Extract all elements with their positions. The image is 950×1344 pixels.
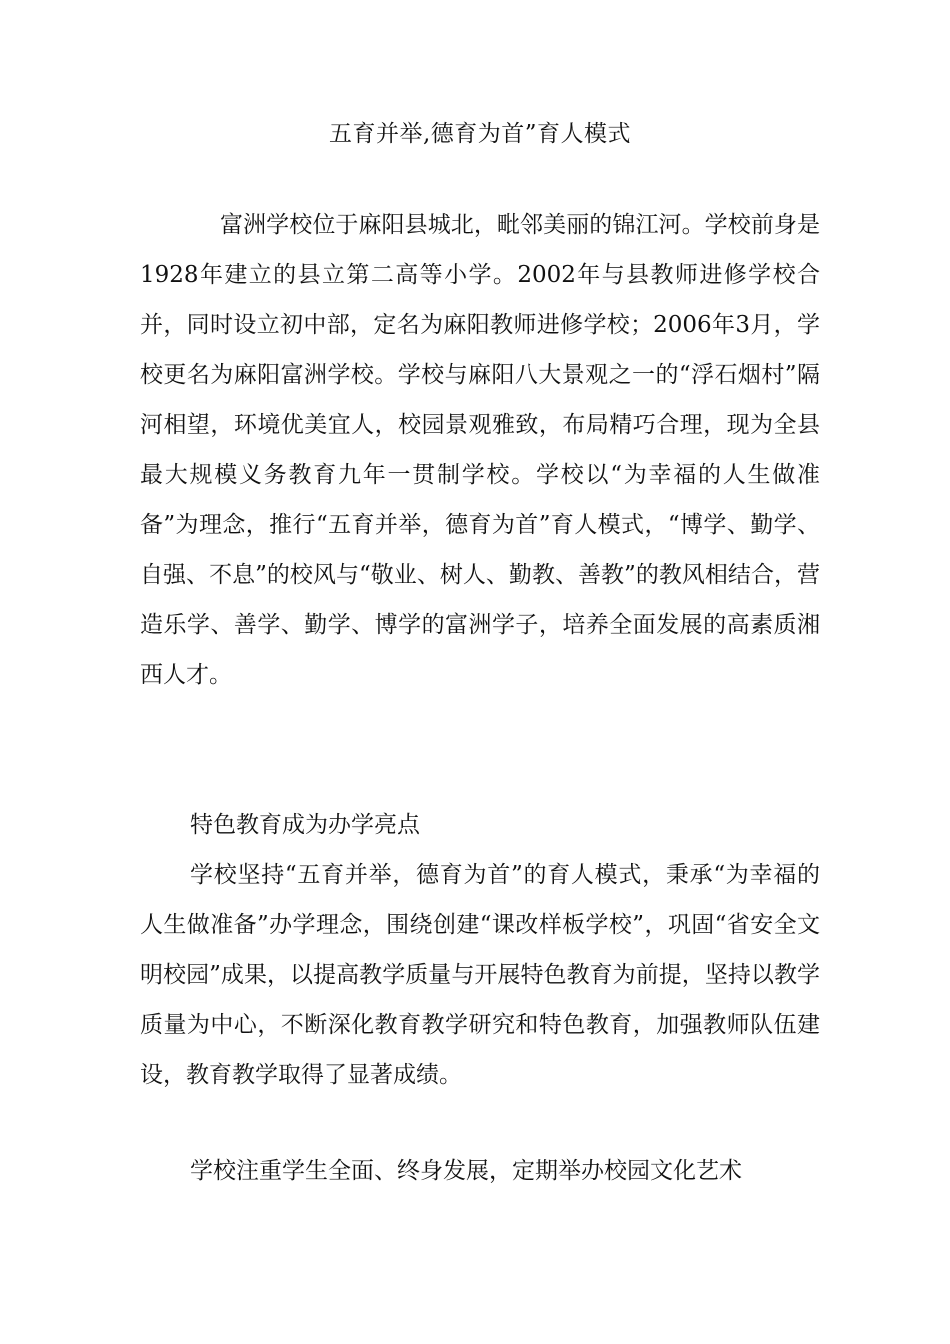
- section-heading: 特色教育成为办学亮点: [190, 812, 420, 838]
- document-title: 五育并举,德育为首”育人模式: [328, 121, 632, 147]
- paragraph-education-model: 学校坚持“五育并举，德育为首”的育人模式，秉承“为幸福的人生做准备”办学理念，围绕创建“课改样板学校”，巩固“省安全文明校园”成果，以提高教学质量与开展特色教育为前提，坚持以教学质量为中心，不断深化教育教学研究和特色教育，加强教师队伍建设，教育教学取得了显著成绩。: [140, 862, 820, 1088]
- paragraph-student-development: 学校注重学生全面、终身发展，定期举办校园文化艺术: [190, 1158, 742, 1184]
- paragraph-intro: 富洲学校位于麻阳县城北，毗邻美丽的锦江河。学校前身是1928年建立的县立第二高等小学。2002年与县教师进修学校合并，同时设立初中部，定名为麻阳教师进修学校；2006年3月，学校更名为麻阳富洲学校。学校与麻阳八大景观之一的“浮石烟村”隔河相望，环境优美宜人，校园景观雅致，布局精巧合理，现为全县最大规模义务教育九年一贯制学校。学校以“为幸福的人生做准备”为理念，推行“五育并举，德育为首”育人模式，“博学、勤学、自强、不息”的校风与“敬业、树人、勤教、善教”的教风相结合，营造乐学、善学、勤学、博学的富洲学子，培养全面发展的高素质湘西人才。: [140, 212, 820, 688]
